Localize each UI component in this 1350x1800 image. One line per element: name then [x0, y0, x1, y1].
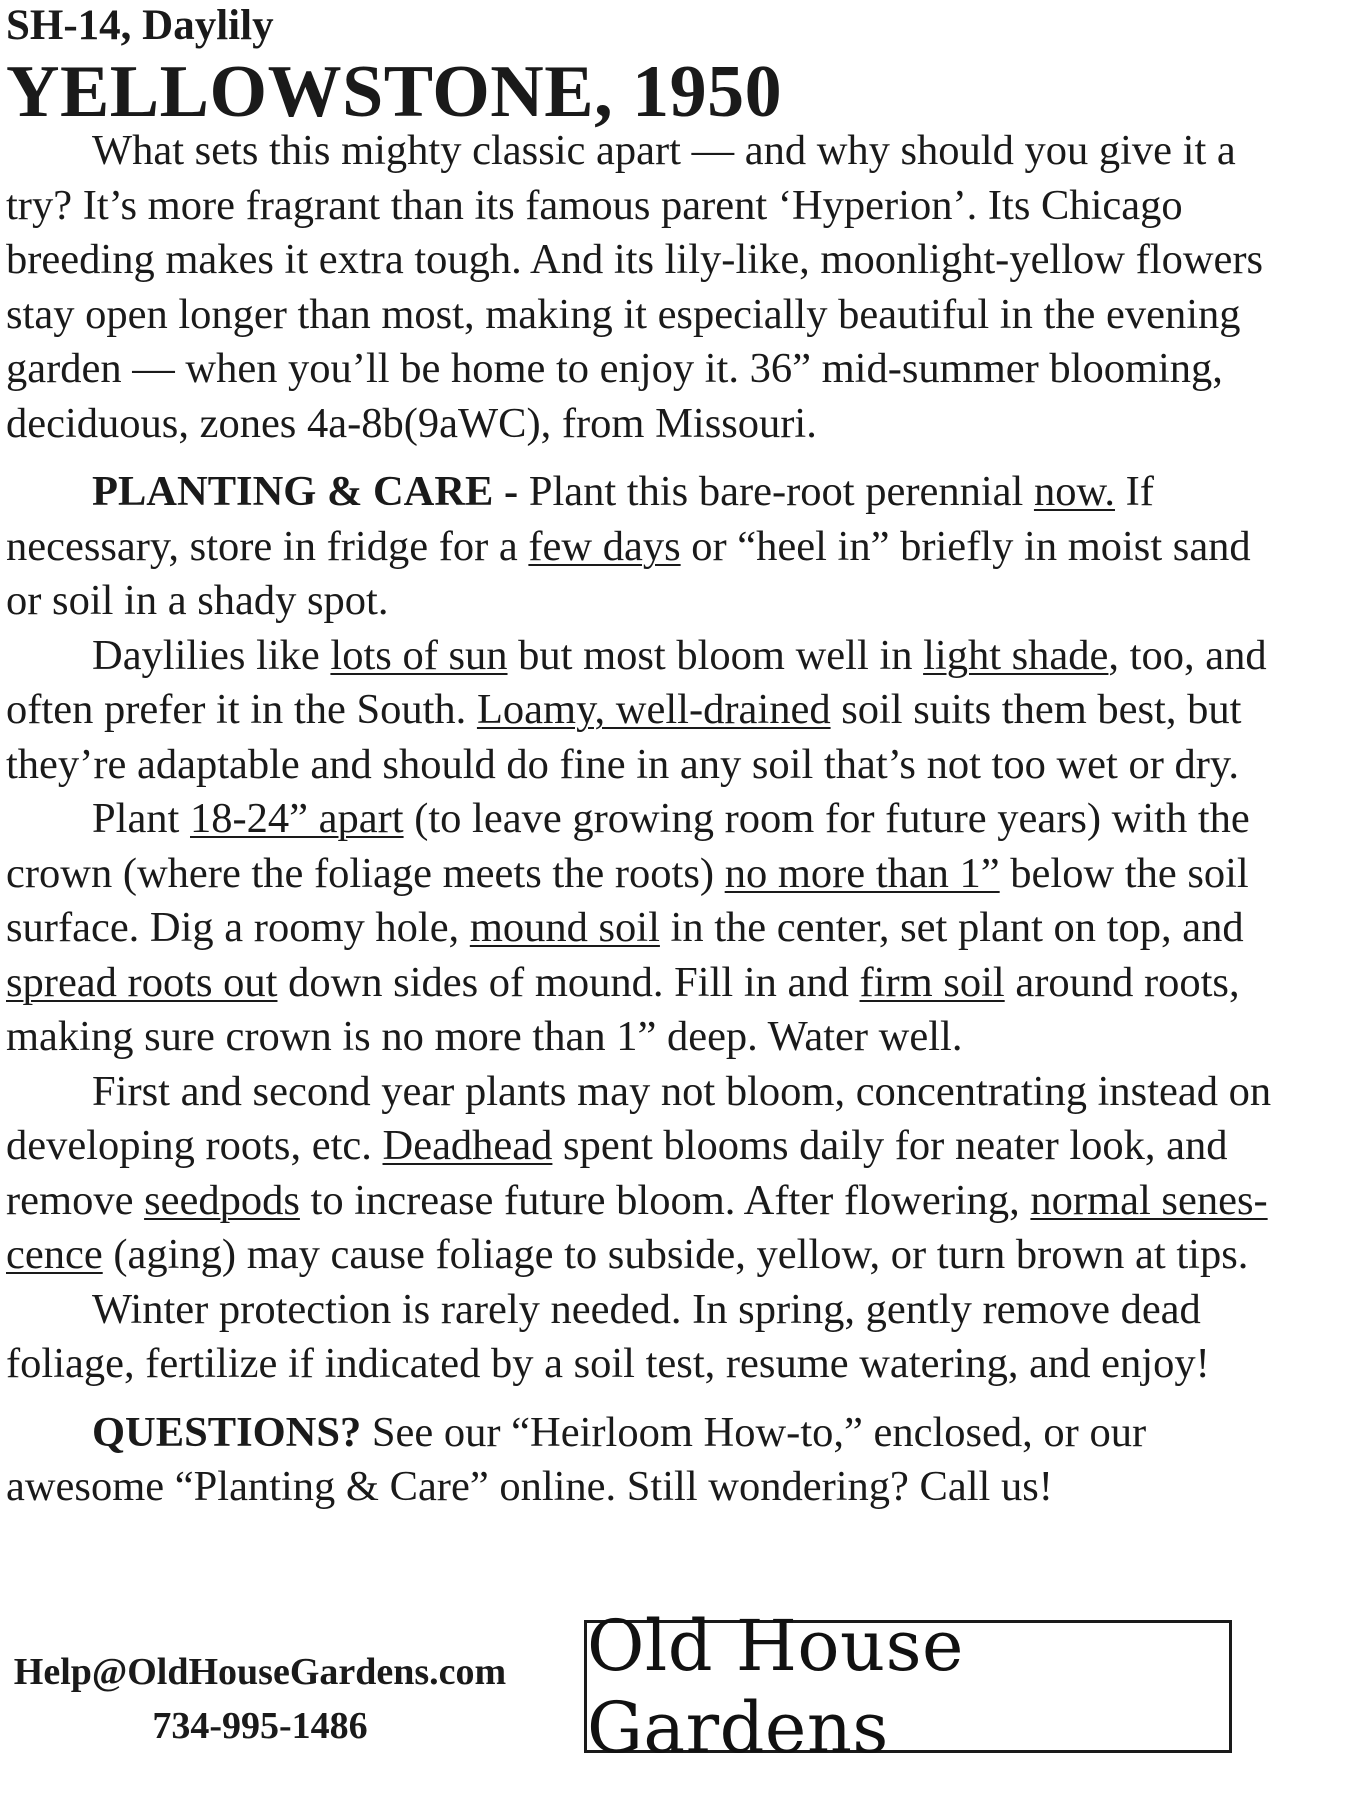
underline-spacing: 18-24” apart: [190, 795, 404, 842]
underline-few-days: few days: [528, 522, 681, 570]
underline-senescence-a: normal senes-: [1030, 1176, 1268, 1224]
planting-heading: PLANTING & CARE -: [92, 468, 519, 515]
logo-text: Old House Gardens: [587, 1604, 964, 1769]
underline-lots-of-sun: lots of sun: [330, 631, 508, 679]
plant-paragraph: Plant 18-24” apart (to leave growing room for future years) with the crown (where the foliage meets the roots) no more than 1” below the soil surface. Dig a roomy hole, mound soil in the center, set plant on top, and spread roots out down sides of mound. Fill in and firm soil around roots, making sure crown is no more than 1” deep. Water well.: [6, 795, 1250, 1060]
intro-paragraph: What sets this mighty classic apart — and why should you give it a try? It’s more fragrant than its famous parent ‘Hyperion’. Its Chicago breeding makes it extra tough. And its lily-like, moonlight-yellow flowers stay open longer than most, making it especially beautiful in the evening garden — when you’ll be home to enjoy it. 36” mid-summer blooming, deciduous, zones 4a-8b(9aWC), from Missouri.: [6, 127, 1264, 447]
underline-depth: no more than 1”: [724, 849, 1000, 897]
page-title: YELLOWSTONE, 1950: [6, 51, 783, 133]
brand-logo: [584, 1604, 1232, 1769]
underline-deadhead: Deadhead: [382, 1122, 553, 1169]
winter-paragraph: Winter protection is rarely needed. In spring, gently remove dead foliage, fertilize if indicated by a soil test, resume watering, and enjoy!: [6, 1285, 1210, 1387]
underline-seedpods: seedpods: [144, 1176, 300, 1224]
document-page: [6, 0, 1296, 1515]
underline-now: now.: [1033, 468, 1115, 515]
contact-phone[interactable]: 734-995-1486: [152, 1705, 368, 1747]
underline-mound-soil: mound soil: [469, 904, 660, 951]
item-code: SH-14, Daylily: [6, 2, 274, 49]
underline-firm-soil: firm soil: [859, 958, 1005, 1006]
sun-paragraph: Daylilies like lots of sun but most bloom well in light shade, too, and often prefer it in the South. Loamy, well-drained soil suits them best, but they’re adaptable and should do fine in any soil that’s not too wet or dry.: [6, 631, 1267, 788]
underline-loamy: Loamy, well-drained: [476, 686, 831, 733]
questions-heading: QUESTIONS?: [92, 1408, 362, 1456]
underline-light-shade: light shade: [923, 631, 1109, 679]
bloom-paragraph: First and second year plants may not bloom, concentrating instead on developing roots, etc. Deadhead spent blooms daily for neater look, and remove seedpods to increase future bloom. After flowering, normal senes- cence (aging) may cause foliage to subside, yellow, or turn brown at tips.: [6, 1067, 1272, 1278]
planting-paragraph: PLANTING & CARE - Plant this bare-root perennial now. If necessary, store in fridge for a few days or “heel in” briefly in moist sand or soil in a shady spot.: [6, 468, 1251, 624]
underline-senescence-b: cence: [6, 1231, 103, 1278]
questions-paragraph: QUESTIONS? See our “Heirloom How-to,” enclosed, or our awesome “Planting & Care” online. Still wondering? Call us!: [6, 1408, 1147, 1510]
contact-block: [0, 1645, 520, 1753]
contact-email[interactable]: Help@OldHouseGardens.com: [13, 1651, 507, 1693]
underline-spread-roots: spread roots out: [6, 958, 278, 1006]
